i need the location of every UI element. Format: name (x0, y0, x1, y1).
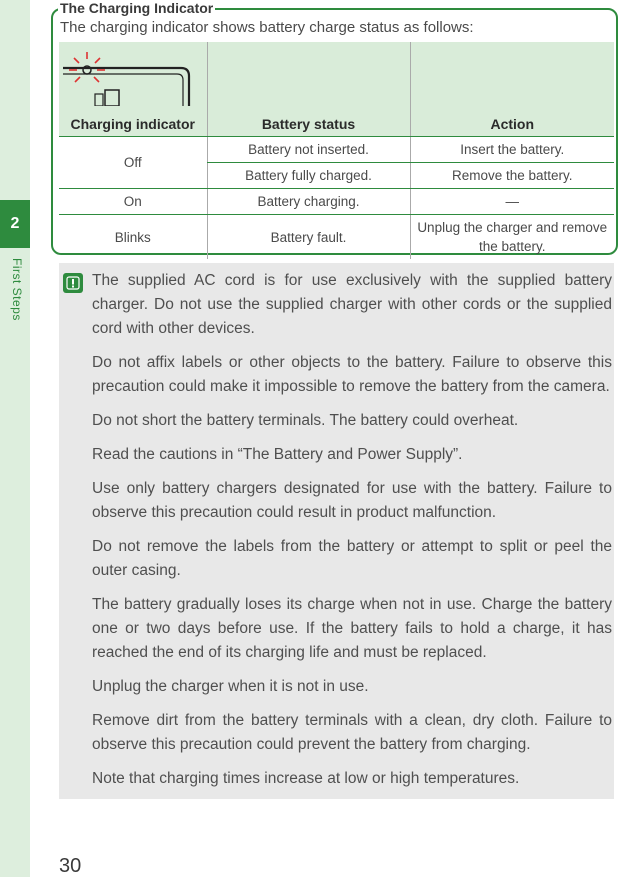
cell-status: Battery fully charged. (207, 163, 410, 189)
table-row (59, 137, 614, 163)
header-charging-indicator (59, 42, 207, 137)
chapter-number: 2 (0, 200, 30, 248)
section-intro: The charging indicator shows battery charge status as follows: (60, 19, 474, 36)
caution-paragraph: Do not short the battery terminals. The battery could overheat. (92, 412, 519, 429)
cell-action: Unplug the charger and remove the battery. (410, 215, 614, 260)
caution-paragraph: The supplied AC cord is for use exclusively with the supplied battery charger. Do not use the supplied charger with other cords or the supplied cord with other devices. (92, 272, 612, 337)
caution-paragraph: Do not affix labels or other objects to the battery. Failure to observe this precaution could make it impossible to remove the battery from the camera. (92, 354, 612, 395)
table-row (59, 215, 614, 260)
cell-indicator: On (59, 189, 207, 215)
header-indicator-label: Charging indicator (70, 116, 195, 132)
cell-action: Remove the battery. (410, 163, 614, 189)
caution-paragraph: Use only battery chargers designated for use with the battery. Failure to observe this precaution could result in product malfunction. (92, 480, 612, 521)
caution-paragraph: Read the cautions in “The Battery and Power Supply”. (92, 446, 463, 463)
caution-paragraph: Note that charging times increase at low or high temperatures. (92, 770, 520, 787)
table-header-row (59, 42, 614, 137)
header-battery-status: Battery status (207, 42, 410, 137)
header-action: Action (410, 42, 614, 137)
table-row (59, 189, 614, 215)
chapter-title: First Steps (10, 258, 24, 321)
page-number: 30 (59, 855, 82, 877)
cell-status: Battery fault. (207, 215, 410, 260)
caution-panel (59, 263, 614, 799)
cell-indicator: Blinks (114, 229, 151, 245)
cell-indicator: Off (59, 137, 207, 189)
charger-indicator-illustration (59, 50, 195, 106)
caution-icon (63, 273, 83, 293)
section-title: The Charging Indicator (60, 0, 214, 16)
caution-paragraph: The battery gradually loses its charge when not in use. Charge the battery one or two days before use. If the battery fails to hold a charge, it has reached the end of its charging life and must be replaced. (92, 596, 612, 661)
cell-action: — (410, 189, 614, 215)
caution-paragraphs (92, 269, 612, 801)
cell-action: Insert the battery. (410, 137, 614, 163)
cell-status: Battery not inserted. (207, 137, 410, 163)
caution-paragraph: Do not remove the labels from the battery or attempt to split or peel the outer casing. (92, 538, 612, 579)
side-strip (0, 0, 30, 877)
cell-status: Battery charging. (207, 189, 410, 215)
caution-paragraph: Unplug the charger when it is not in use. (92, 678, 369, 695)
status-table (59, 42, 614, 259)
caution-paragraph: Remove dirt from the battery terminals with a clean, dry cloth. Failure to observe this precaution could prevent the battery from charging. (92, 712, 612, 753)
